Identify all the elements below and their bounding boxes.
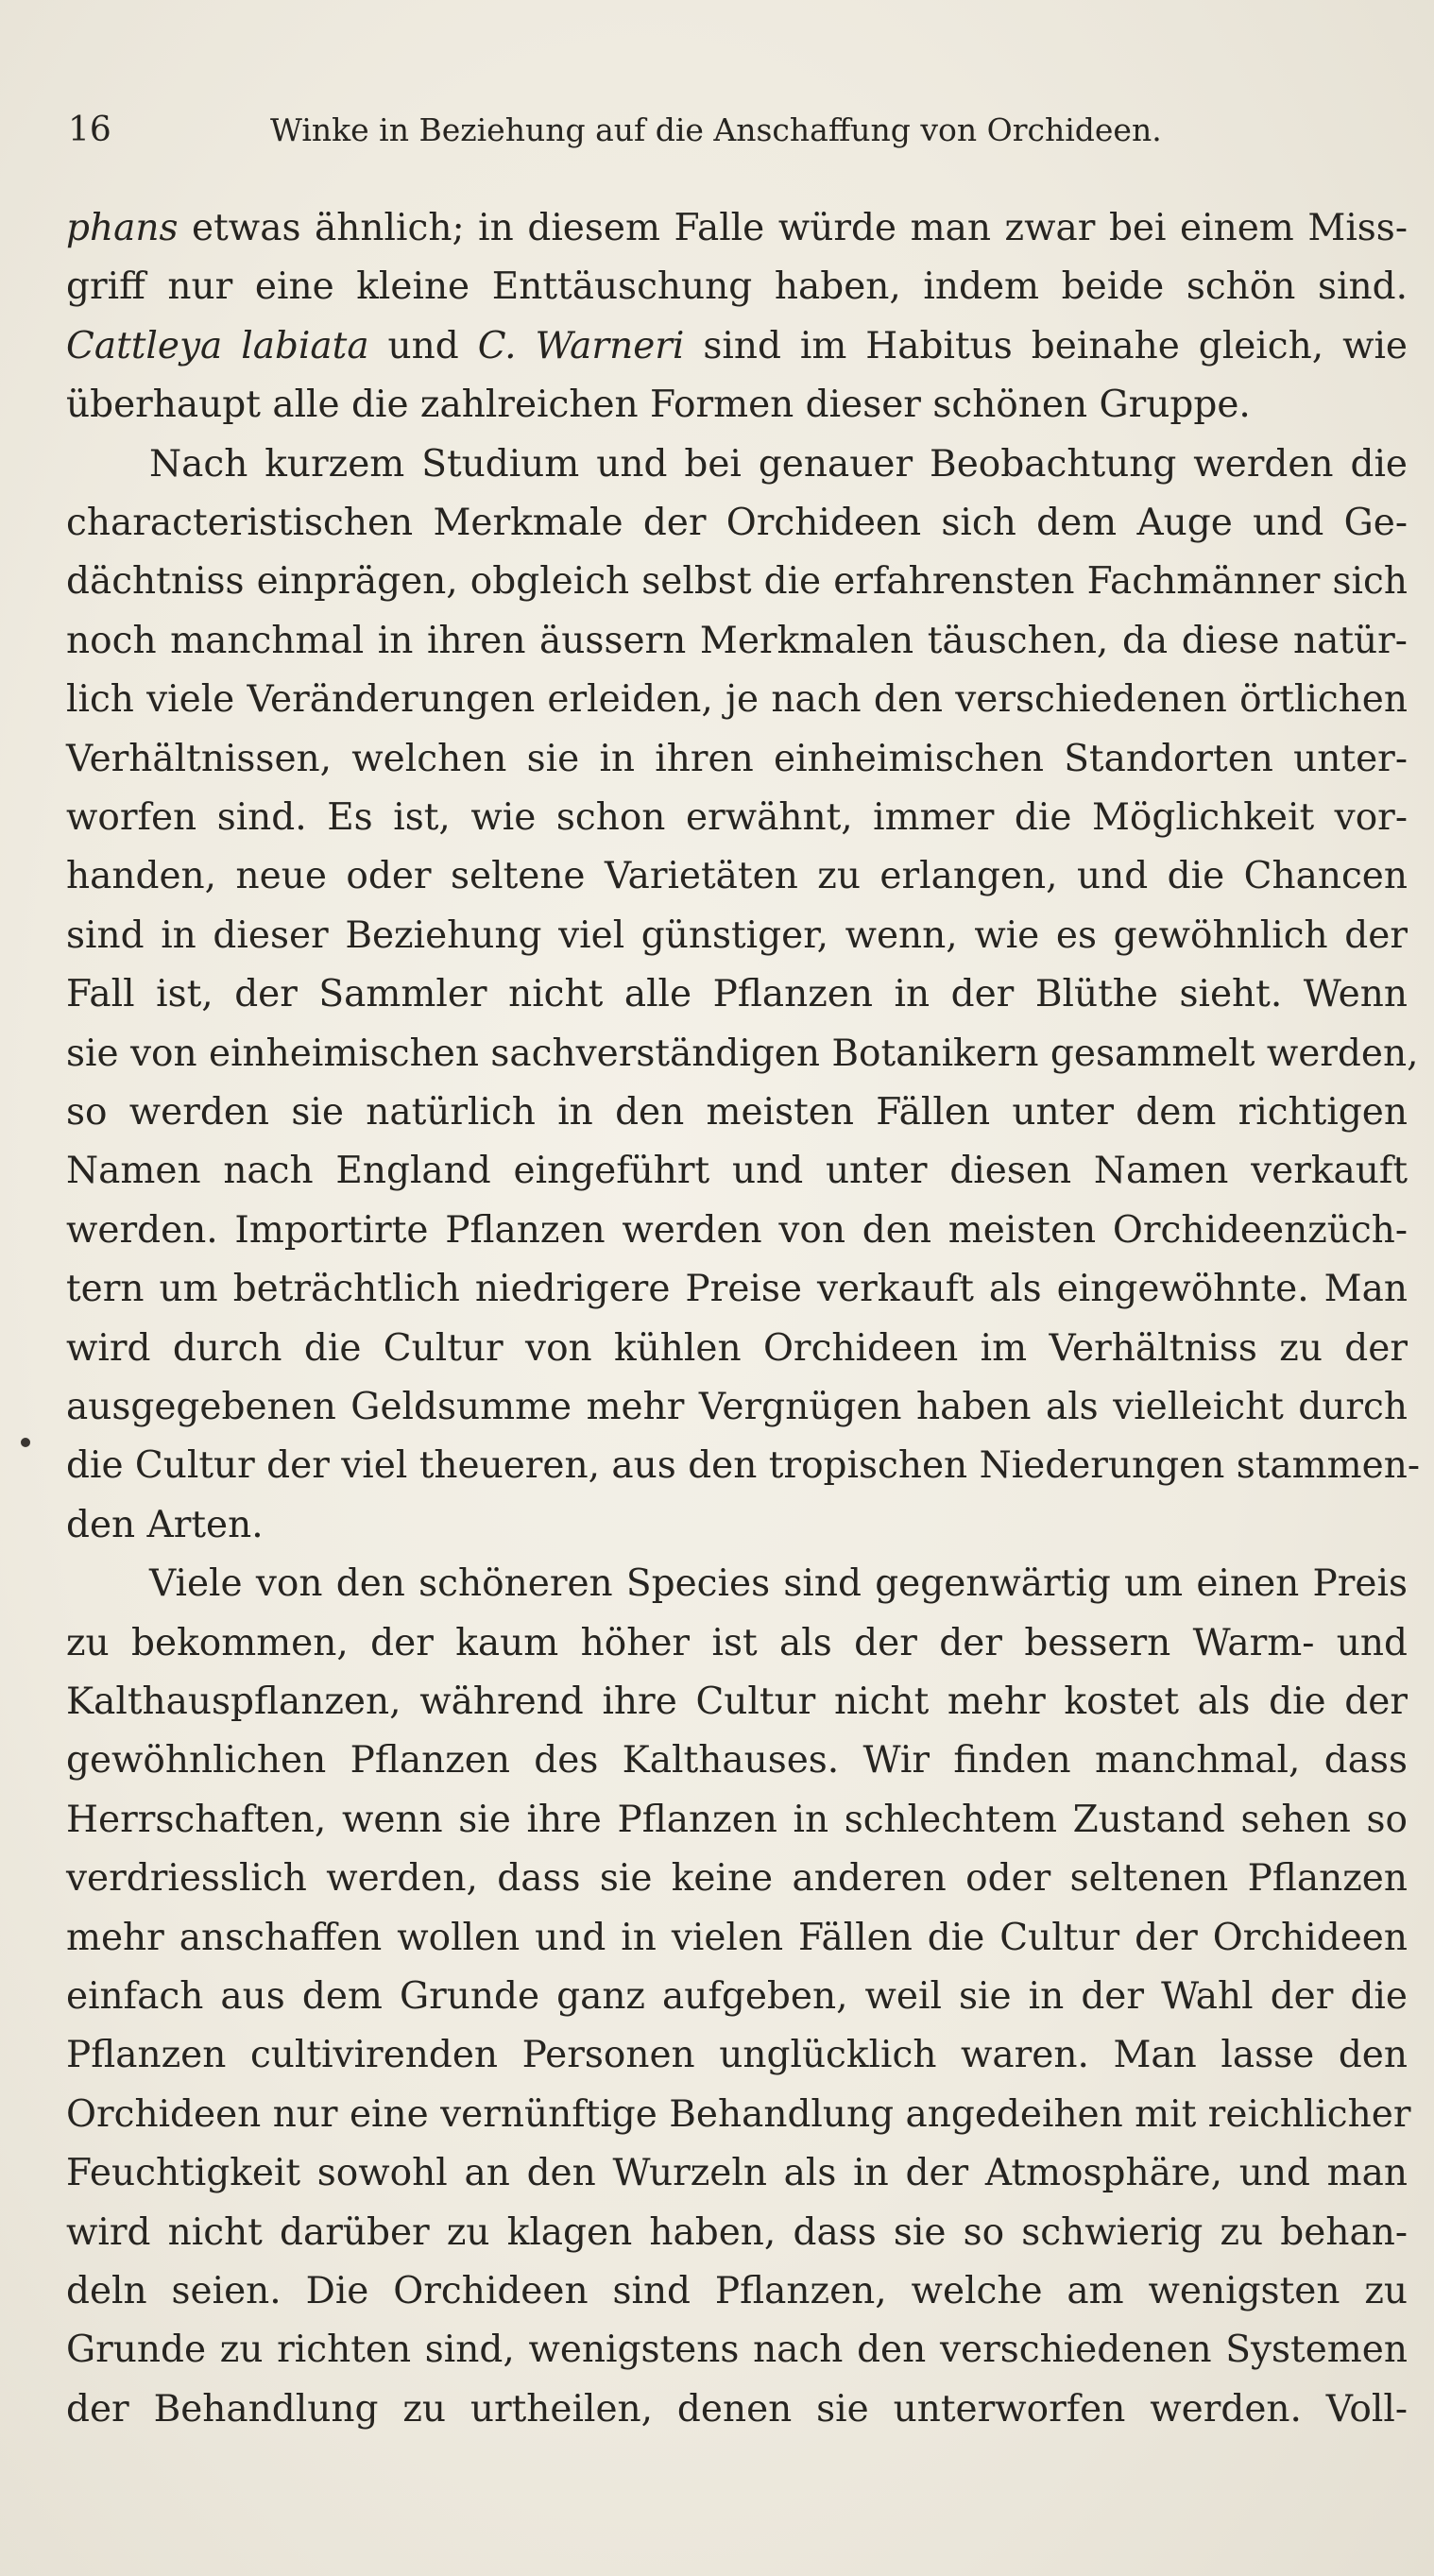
text-span: etwas ähnlich; in diesem Falle würde man zwar bei einem Miss- [178, 207, 1408, 249]
text-span: die Cultur der viel theueren, aus den tropischen Niederungen stammen- [66, 1444, 1421, 1488]
text-line [66, 2263, 1408, 2320]
text-span: tern um beträchtlich niedrigere Preise verkauft als eingewöhnte. Man [66, 1268, 1408, 1311]
text-line [66, 1969, 1408, 2025]
italic-text: C. Warneri [477, 324, 685, 367]
text-span: gewöhnlichen Pflanzen des Kalthauses. Wir finden manchmal, dass [66, 1739, 1408, 1783]
page-header [68, 102, 1391, 159]
text-line [66, 1615, 1408, 1672]
text-line [66, 1261, 1408, 1318]
text-line [66, 908, 1408, 964]
text-span: mehr anschaffen wollen und in vielen Fällen die Cultur der Orchideen [66, 1916, 1408, 1959]
ink-spot [21, 1438, 30, 1447]
text-line [66, 1026, 1419, 1083]
text-line [66, 1379, 1408, 1436]
text-span: sind im Habitus beinahe gleich, wie [684, 324, 1408, 367]
text-span: wird nicht darüber zu klagen haben, dass sie so schwierig zu behan- [66, 2210, 1408, 2254]
text-line [66, 731, 1408, 788]
page-number: 16 [68, 111, 111, 149]
text-span: noch manchmal in ihren äussern Merkmalen täuschen, da diese natür- [66, 619, 1408, 662]
text-line [66, 613, 1408, 670]
text-span: lich viele Veränderungen erleiden, je nach den verschiedenen örtlichen [66, 678, 1408, 722]
text-span: Pflanzen cultivirenden Personen unglücklich waren. Man lasse den [66, 2034, 1408, 2077]
text-span: griff nur eine kleine Enttäuschung haben, indem beide schön sind. [66, 265, 1408, 309]
text-line [66, 1438, 1421, 1494]
text-span: so werden sie natürlich in den meisten Fällen unter dem richtigen [66, 1091, 1408, 1134]
text-line [66, 1203, 1408, 1259]
text-line [66, 2322, 1408, 2379]
text-span: dächtniss einprägen, obgleich selbst die erfahrensten Fachmänner sich [66, 560, 1408, 604]
text-span: werden. Importirte Pflanzen werden von den meisten Orchideenzüch- [66, 1208, 1408, 1252]
text-span: deln seien. Die Orchideen sind Pflanzen, welche am wenigsten zu [66, 2270, 1408, 2312]
text-line [66, 2205, 1408, 2261]
text-span: überhaupt alle die zahlreichen Formen dieser schönen Gruppe. [66, 384, 1251, 427]
text-line [66, 790, 1408, 846]
text-span: Herrschaften, wenn sie ihre Pflanzen in schlechtem Zustand sehen so [66, 1798, 1408, 1841]
text-span: Kalthauspflanzen, während ihre Cultur nicht mehr kostet als die der [66, 1680, 1408, 1723]
text-line [66, 259, 1408, 316]
text-line [66, 966, 1408, 1023]
italic-text: Cattleya labiata [66, 324, 369, 367]
text-line [66, 200, 1408, 257]
text-line [66, 1732, 1408, 1789]
text-span: verdriesslich werden, dass sie keine anderen oder seltenen Pflanzen [66, 1857, 1408, 1901]
text-span: zu bekommen, der kaum höher ist als der der bessern Warm- und [66, 1621, 1408, 1664]
text-line [66, 848, 1408, 905]
text-line [66, 554, 1408, 610]
text-span: Nach kurzem Studium und bei genauer Beobachtung werden die [149, 442, 1408, 486]
text-line [66, 672, 1408, 728]
text-span: sie von einheimischen sachverständigen Botanikern gesammelt werden, [66, 1032, 1419, 1075]
text-span: Orchideen nur eine vernünftige Behandlung angedeihen mit reichlicher [66, 2092, 1411, 2136]
text-line [149, 436, 1408, 493]
text-span: characteristischen Merkmale der Orchideen sich dem Auge und Ge- [66, 502, 1408, 544]
text-line [66, 2027, 1408, 2084]
text-line [66, 1674, 1408, 1731]
text-span: wird durch die Cultur von kühlen Orchideen im Verhältniss zu der [66, 1326, 1408, 1370]
text-line [66, 495, 1408, 552]
text-line [66, 1497, 1408, 1554]
text-span: einfach aus dem Grunde ganz aufgeben, weil sie in der Wahl der die [66, 1975, 1408, 2018]
text-span: Grunde zu richten sind, wenigstens nach den verschiedenen Systemen [66, 2329, 1408, 2372]
running-head: Winke in Beziehung auf die Anschaffung von Orchideen. [270, 111, 1162, 148]
text-line [66, 2087, 1411, 2143]
text-span: sind in dieser Beziehung viel günstiger, wenn, wie es gewöhnlich der [66, 913, 1408, 957]
text-line [66, 1321, 1408, 1377]
text-line [66, 1851, 1408, 1907]
text-span: Fall ist, der Sammler nicht alle Pflanzen in der Blüthe sieht. Wenn [66, 973, 1408, 1016]
text-span: und [368, 324, 478, 367]
text-span: der Behandlung zu urtheilen, denen sie unterworfen werden. Voll- [66, 2387, 1408, 2431]
text-line [66, 1792, 1408, 1849]
text-line [66, 2145, 1408, 2202]
text-span: Verhältnissen, welchen sie in ihren einheimischen Standorten unter- [66, 737, 1408, 780]
italic-text: phans [66, 207, 179, 249]
text-line [66, 1084, 1408, 1141]
text-line [149, 1556, 1408, 1612]
text-line [66, 1910, 1408, 1967]
text-span: den Arten. [66, 1503, 264, 1546]
text-span: Feuchtigkeit sowohl an den Wurzeln als in der Atmosphäre, und man [66, 2152, 1408, 2195]
text-span: ausgegebenen Geldsumme mehr Vergnügen haben als vielleicht durch [66, 1386, 1408, 1428]
text-line [66, 2381, 1408, 2438]
text-line [66, 318, 1408, 375]
text-span: handen, neue oder seltene Varietäten zu erlangen, und die Chancen [66, 855, 1408, 898]
text-span: worfen sind. Es ist, wie schon erwähnt, immer die Möglichkeit vor- [66, 796, 1408, 839]
text-line [66, 1143, 1408, 1200]
text-span: Namen nach England eingeführt und unter diesen Namen verkauft [66, 1150, 1408, 1193]
text-line [66, 377, 1408, 434]
text-span: Viele von den schöneren Species sind gegenwärtig um einen Preis [149, 1562, 1408, 1606]
